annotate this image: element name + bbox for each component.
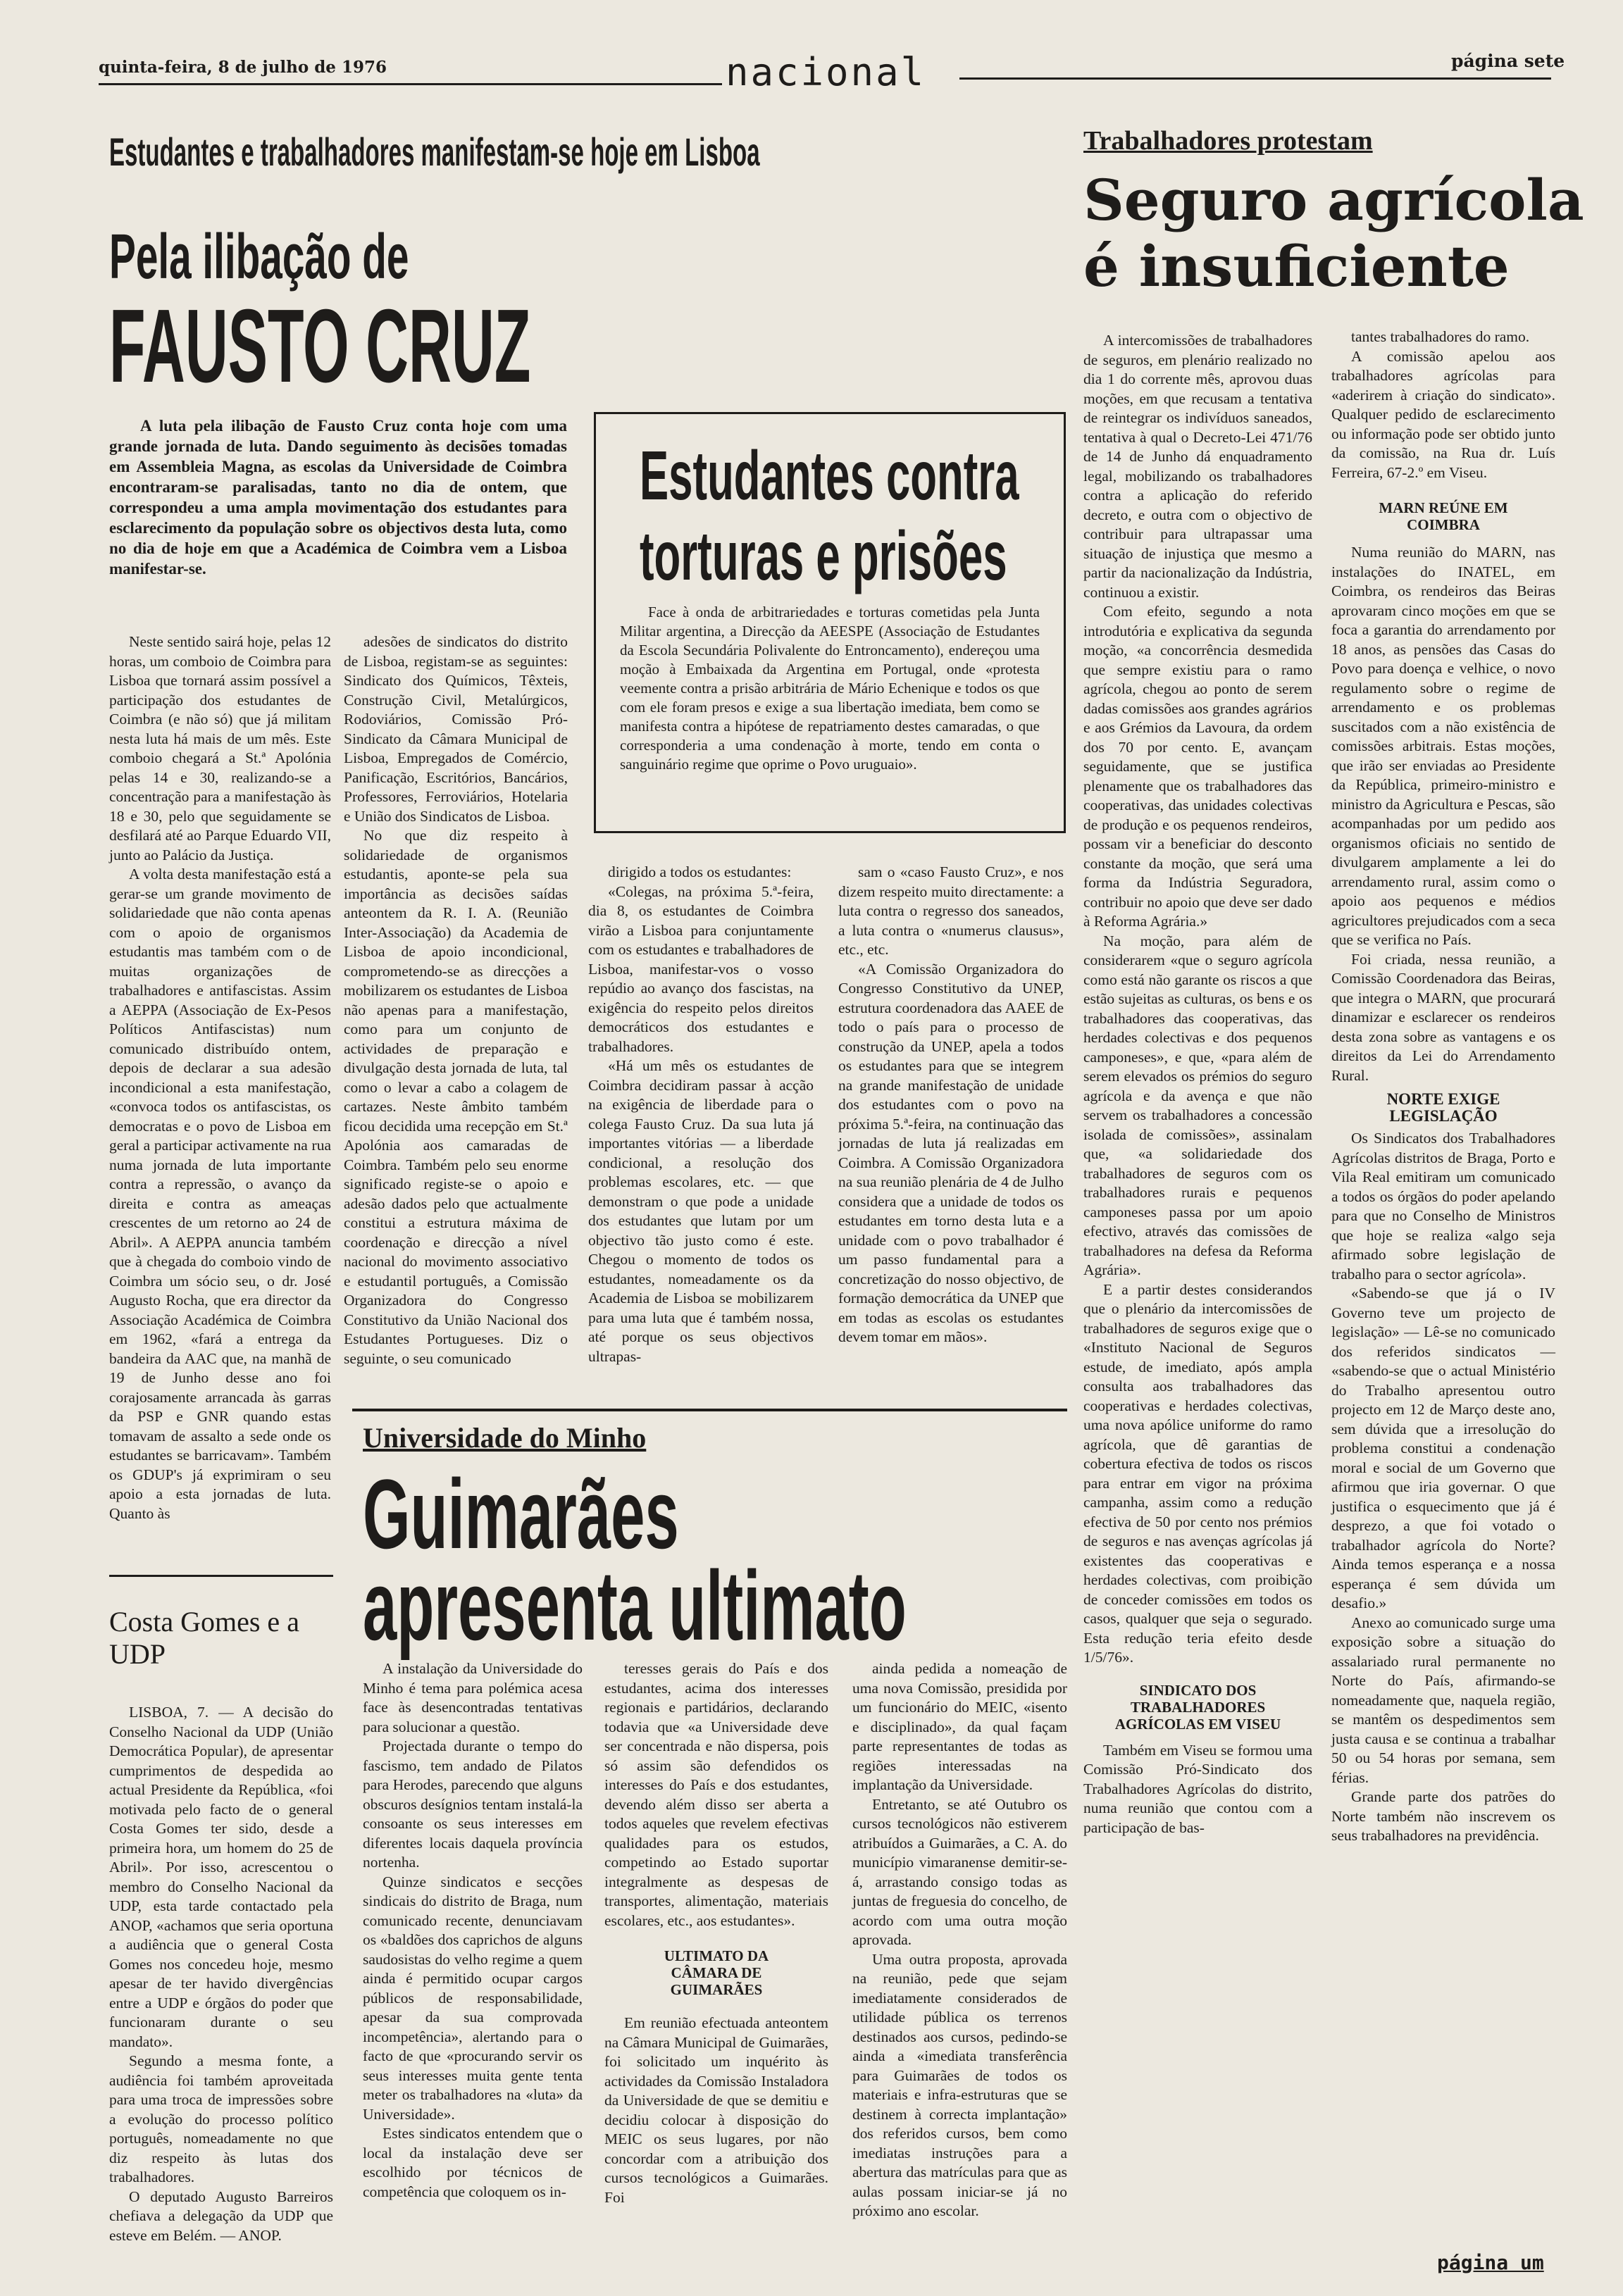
paragraph: adesões de sindicatos do distrito de Lisboa, registam-se as seguintes: Sindicato dos Químicos, Têxteis, Construção Civil, Metalúrgicos, Rodoviários, Comissão Pró-Sindicato da Câmara Municipal de Lisboa, Empregados de Comércio, Panificação, Escritórios, Bancários, Professores, Ferroviários, Hotelaria e União dos Sindicatos de Lisboa. xyxy=(344,633,568,825)
norte-subhead: NORTE EXIGE LEGISLAÇÃO xyxy=(1386,1090,1500,1125)
paragraph: «Colegas, na próxima 5.ª-feira, dia 8, os estudantes de Coimbra virão a Lisboa para conjuntamente com os estudantes e trabalhadores de Lisboa, manifestar-vos o vosso repúdio ao avanço dos fascistas, na exigência do respeito pelos direitos democráticos dos estudantes e trabalhadores. xyxy=(588,882,814,1055)
costa-rule xyxy=(109,1575,333,1577)
paragraph: LISBOA, 7. — A decisão do Conselho Nacional da UDP (União Democrática Popular), de apresentar cumprimentos de despedida ao actual Presidente da República, «foi motivada pelo facto de o general Costa Gomes ter sido, desde a primeira hora, um homem do 25 de Abril». Por isso, acrescentou o membro do Conselho Nacional da UDP, esta tarde contactado pela ANOP, «achamos que seria oportuna a audiência que o general Costa Gomes nos concedeu hoje, mesmo apesar de ter havido divergências entre a UDP e órgãos do poder que funcionaram durante o seu mandato». xyxy=(109,1704,333,2050)
torturas-headline-1: Estudantes contra xyxy=(640,437,1019,514)
paragraph: A intercomissões de trabalhadores de seguros, em plenário realizado no dia 1 do corrente mês, aprovou duas moções, em que recusam a tentativa de reintegrar os indivíduos saneados, tentativa à qual o Decreto-Lei 471/76 de 14 de Junho dá enquadramento legal, mobilizando os trabalhadores contra a aplicação do referido decreto, e outra com o objectivo de contribuir para ultrapassar uma situação de injustiça que mesmo a partir da nacionalização da Indústria, continuou a existir. xyxy=(1083,332,1312,601)
paragraph: Os Sindicatos dos Trabalhadores Agrícolas distritos de Braga, Porto e Vila Real emitiram um comunicado a todos os órgãos do poder apelando para que no Conselho de Ministros que hoje se realiza «algo seja afirmado sobre legislação de trabalho para o sector agrícola». xyxy=(1331,1130,1555,1283)
seguro-column-2 xyxy=(1331,327,1555,1846)
paragraph: Segundo a mesma fonte, a audiência foi também aproveitada para uma troca de impressões sobre a evolução do processo político português, nomeadamente no que diz respeito às lutas dos trabalhadores. xyxy=(109,2052,333,2185)
minho-column-2 xyxy=(604,1659,828,2207)
paragraph: A comissão apelou aos trabalhadores agrícolas para «aderirem à criação do sindicato». Qualquer pedido de esclarecimento ou informação pode ser obtido junto da comissão, na Rua dr. Luís Ferreira, 67-2.º em Viseu. xyxy=(1331,347,1555,481)
paragraph: «A Comissão Organizadora do Congresso Constitutivo da UNEP, estrutura coordenadora das AAEE de todo o país para o processo de construção da UNEP, apela a todos os estudantes para que se integrem na grande manifestação de unidade dos estudantes com o povo na próxima 5.ª-feira, na continuação das jornadas de luta já realizadas em Coimbra. A Comissão Organizadora na sua reunião plenária de 4 de Julho considera que a unidade de todos os estudantes em torno desta luta e a unidade com o povo trabalhador é um passo fundamental para a concretização do nosso objectivo, de formação democrática da UNEP que em todas as escolas os estudantes devem tomar em mãos». xyxy=(838,960,1064,1345)
paragraph: Foi criada, nessa reunião, a Comissão Coordenadora das Beiras, que integra o MARN, que procurará dinamizar e esclarecer os rendeiros desta zona sobre as vantagens e os direitos da Lei do Arrendamento Rural. xyxy=(1331,950,1555,1084)
minho-kicker: Universidade do Minho xyxy=(363,1422,647,1454)
paragraph: «Sabendo-se que já o IV Governo teve um projecto de legislação» — Lê-se no comunicado dos referidos sindicatos — «sabendo-se que o actual Ministério do Trabalho apresentou outro projecto em 12 de Março deste ano, sem dúvida que a irresolução do problema constitui a condenação moral e social de um Governo que afirmou que iria governar. O que justifica o esquecimento que já é desprezo, a que foi votado o trabalhador agrícola do Norte? Ainda temos esperança e a nossa esperança é sem dúvida um desafio.» xyxy=(1331,1285,1555,1611)
paragraph: sam o «caso Fausto Cruz», e nos dizem respeito muito directamente: a luta contra o regresso dos saneados, a luta contra o «numerus clausus», etc., etc. xyxy=(838,863,1064,958)
paragraph: Uma outra proposta, aprovada na reunião, pede que sejam imediatamente considerados de utilidade pública os terrenos destinados aos cursos, pedindo-se ainda a «imediata transferência para Guimarães de todos os materiais e infra-estruturas que se destinem à correcta implantação» dos referidos cursos, bem como imediatas instruções para a abertura das matrículas para que as aulas possam iniciar-se já no próximo ano escolar. xyxy=(852,1950,1067,2219)
seguro-kicker: Trabalhadores protestam xyxy=(1083,126,1373,156)
issue-date: quinta-feira, 8 de julho de 1976 xyxy=(99,58,387,77)
fausto-column-3 xyxy=(588,863,814,1366)
fausto-headline-1: Pela ilibação de xyxy=(109,222,409,292)
torturas-box xyxy=(594,412,1066,833)
seguro-headline-2: é insuficiente xyxy=(1083,233,1510,299)
paragraph: Também em Viseu se formou uma Comissão Pró-Sindicato dos Trabalhadores Agrícolas do distrito, numa reunião que contou com a participação de bas- xyxy=(1083,1741,1312,1836)
paragraph: Numa reunião do MARN, nas instalações do INATEL, em Coimbra, os rendeiros das Beiras aprovaram cinco moções em que se foca a garantia do arrendamento por 18 anos, as pensões das Casas do Povo para doença e velhice, o novo regulamento sobre o regime de arrendamento e os problemas suscitados com a não existência de comissões arbitrais. Estas moções, que irão ser enviadas ao Presidente da República, primeiro-ministro e ministro da Agricultura e Pescas, são acompanhadas por um pedido aos organismos oficiais no sentido de divulgarem amplamente a lei do arrendamento rural, assim como o apoio aos pequenos e médios agricultores prejudicados com a seca que se verifica no País. xyxy=(1331,544,1555,948)
paragraph: dirigido a todos os estudantes: xyxy=(608,863,792,880)
page-number: página sete xyxy=(1451,51,1565,71)
masthead-rule-right xyxy=(959,77,1551,80)
paragraph: Entretanto, se até Outubro os cursos tecnológicos não estiverem atribuídos a Guimarães, a C. A. do município vimaranense demitir-se-á, arrastando consigo todas as juntas de freguesia do concelho, de acordo com uma outra moção aprovada. xyxy=(852,1795,1067,1948)
paragraph: Face à onda de arbitrariedades e torturas cometidas pela Junta Militar argentina, a Direcção da AEESPE (Associação de Estudantes da Escola Secundária Polivalente do Entroncamento), endereçou uma moção à Embaixada da Argentina em Portugal, onde «protesta veemente contra a prisão arbitrária de Mário Echenique e todos os que com ele foram presos e exige a sua libertação imediata, bem como se manifesta contra a hipótese de repatriamento destes camaradas, o que corresponderia a uma condenação à morte, tendo em conta o sanguinário regime que oprime o Povo uruguaio». xyxy=(620,604,1040,773)
paragraph: A volta desta manifestação está a gerar-se um grande movimento de solidariedade que não conta apenas com o apoio de organismos estudantis mas também com o de muitas organizações de trabalhadores e antifascistas. Assim a AEPPA (Associação de Ex-Pesos Políticos Antifascistas) num comunicado distribuído ontem, depois de declarar a sua adesão incondicional a esta manifestação, «convoca todos os antifascistas, os democratas e o povo de Lisboa em geral a participar activamente na rua numa jornada de luta importante contra a repressão, o avanço da direita e contra as ameaças crescentes de um retorno ao 24 de Abril». A AEPPA anuncia também que à chegada do comboio vindo de Coimbra um sócio seu, o dr. José Augusto Rocha, que era director da Associação Académica de Coimbra em 1962, «fará a entrega da bandeira da AAC que, na manhã de 19 de Junho desse ano foi corajosamente arrancada às garras da PSP e GNR quando estas tomavam de assalto a sede onde os estudantes se barricavam». Também os GDUP's já exprimiram o seu apoio a esta jornadas de luta. Quanto às xyxy=(109,866,331,1522)
paragraph: tantes trabalhadores do ramo. xyxy=(1351,328,1530,345)
costa-body xyxy=(109,1703,333,2245)
paragraph: Estes sindicatos entendem que o local da instalação deve ser escolhido por técnicos de competência que coloquem os in- xyxy=(363,2125,583,2200)
lead-paragraph: A luta pela ilibação de Fausto Cruz conta hoje com uma grande jornada de luta. Dando seguimento às decisões tomadas em Assembleia Magna, as escolas da Universidade de Coimbra encontraram-se paralisadas, tanto no dia de ontem, que correspondeu a uma ampla movimentação dos estudantes para esclarecimento da população sobre os objectivos desta luta, como no dia de hoje em que a Académica de Coimbra vem a Lisboa manifestar-se. xyxy=(109,417,567,578)
section-title: nacional xyxy=(726,50,926,94)
paragraph: Projectada durante o tempo do fascismo, tem andado de Pilatos para Herodes, parecendo que alguns obscuros desígnios tentam instalá-la consoante os seus interesses em diferentes locais daquela província nortenha. xyxy=(363,1737,583,1871)
viseu-subhead: SINDICATO DOS TRABALHADORES AGRÍCOLAS EM VISEU xyxy=(1114,1681,1281,1733)
paragraph: Em reunião efectuada anteontem na Câmara Municipal de Guimarães, foi solicitado um inquérito às actividades da Comissão Instaladora da Universidade de que se demitiu e decidiu colocar à disposição do MEIC os seus lugares, por não concordar com a atribuição dos cursos tecnológicos a Guimarães. Foi xyxy=(604,2014,828,2206)
paragraph: Neste sentido sairá hoje, pelas 12 horas, um comboio de Coimbra para Lisboa que tornará assim possível a participação dos estudantes de Coimbra (e não só) que já militam nesta luta há mais de um mês. Este comboio chegará a St.ª Apolónia pelas 14 e 30, realizando-se a concentração para a manifestação às 18 e 30, pelo que seguidamente se desfilará até ao Parque Eduardo VII, junto ao Palácio da Justiça. xyxy=(109,633,331,863)
costa-headline: Costa Gomes e a UDP xyxy=(109,1606,299,1670)
paragraph: teresses gerais do País e dos estudantes, acima dos interesses regionais e partidários, declarando todavia que «a Universidade deve ser concentrada e não dispersa, pois só assim são defendidos os interesses do País e dos estudantes, devendo além disso ser aberta a todos aqueles que revelem efectivas qualidades para os estudos, competindo ao Estado suportar integralmente as despesas de transportes, alimentação, materiais escolares, etc., aos estudantes». xyxy=(604,1660,828,1929)
fausto-headline-2: FAUSTO CRUZ xyxy=(109,288,531,404)
paragraph: Com efeito, segundo a nota introdutória e explicativa da segunda moção, «a concorrência desmedida que sempre existiu para o ramo agrícola, chegou ao ponto de serem dadas comissões aos grandes agrários e aos Grémios da Lavoura, da ordem dos 70 por cento. E, avançam seguidamente, que se justifica plenamente que os trabalhadores das cooperativas, das unidades colectivas de produção e os pequenos rendeiros, possam vir a beneficiar do desconto constante da moção, que será uma forma da Indústria Seguradora, contribuir no apoio que deve ser dado à Reforma Agrária.» xyxy=(1083,603,1312,930)
paragraph: Anexo ao comunicado surge uma exposição sobre a situação do assalariado rural permanente no Norte do País, afirmando-se nomeadamente que, naquela região, se mantêm os despedimentos sem justa causa e se continua a trabalhar 50 ou 54 horas por semana, sem férias. xyxy=(1331,1614,1555,1786)
minho-column-3 xyxy=(852,1659,1067,2221)
seguro-headline-1: Seguro agrícola xyxy=(1083,167,1584,233)
continued-on-link[interactable]: página um xyxy=(1437,2251,1544,2274)
paragraph: E a partir destes considerandos que o plenário da intercomissões de trabalhadores de seguros exige que o «Instituto Nacional de Seguros estude, de imediato, após ampla consulta aos trabalhadores das cooperativas e herdades colectivas, uma nova apólice uniforme do ramo agrícola, que dê garantias de cobertura efectiva de todos os riscos para entrar em vigor na próxima campanha, assim como a redução efectiva de 50 por cento nos prémios de seguros e nas avenças agrícolas já existentes das cooperativas e herdades colectivas, com proibição de conceder comissões em todos os casos, qualquer que seja o segurado. Esta redução teria efeito desde 1/5/76». xyxy=(1083,1280,1312,1666)
minho-subhead: ULTIMATO DA CÂMARA DE GUIMARÃES xyxy=(664,1947,769,1998)
paragraph: «Há um mês os estudantes de Coimbra decidiram passar à acção na exigência de liberdade para o colega Fausto Cruz. Da sua luta já importantes vitórias — a liberdade condicional, a resolução dos problemas escolares, etc. — que demonstram o que pode a unidade dos estudantes que lutam por um objectivo tão justo como é este. Chegou o momento de todos os estudantes, nomeadamente os da Academia de Lisboa se mobilizarem para uma luta que é também nossa, até porque os seus objectivos ultrapas- xyxy=(588,1057,814,1365)
fausto-column-1 xyxy=(109,632,331,1523)
torturas-headline-2: torturas e prisões xyxy=(640,517,1007,594)
fausto-column-4 xyxy=(838,863,1064,1347)
marn-subhead: MARN REÚNE EM COIMBRA xyxy=(1379,499,1508,533)
paragraph: Quinze sindicatos e secções sindicais do distrito de Braga, num comunicado recente, denunciavam os «baldões dos caprichos de alguns saudosistas do velho regime a quem ainda é permitido ocupar cargos públicos de responsabilidade, apesar da sua comprovada incompetência», alertando para o facto de que «procurando servir os seus interesses muita gente tenta meter os trabalhadores na «luta» da Universidade». xyxy=(363,1873,583,2123)
paragraph: ainda pedida a nomeação de uma nova Comissão, presidida por um funcionário do MEIC, «isento e disciplinado», da qual façam parte representantes de todas as regiões interessadas na implantação da Universidade. xyxy=(852,1660,1067,1793)
fausto-column-2 xyxy=(344,632,568,1368)
minho-headline-2: apresenta ultimato xyxy=(363,1550,907,1661)
fausto-kicker: Estudantes e trabalhadores manifestam-se hoje em Lisboa xyxy=(109,130,760,174)
masthead-rule-left xyxy=(99,83,722,85)
minho-headline-1: Guimarães xyxy=(363,1459,679,1569)
seguro-column-1 xyxy=(1083,331,1312,1838)
minho-column-1 xyxy=(363,1659,583,2202)
paragraph: Grande parte dos patrões do Norte também não inscrevem os seus trabalhadores na previdência. xyxy=(1331,1788,1555,1844)
paragraph: No que diz respeito à solidariedade de organismos estudantis, aponte-se pela sua importância as decisões saídas anteontem da R. I. A. (Reunião Inter-Associação) da Academia de Lisboa de apoio incondicional, comprometendo-se as direcções a mobilizarem os estudantes de Lisboa não apenas para a manifestação, como para um conjunto de actividades de preparação e divulgação desta jornada de luta, tal como o levar a cabo a colagem de cartazes. Neste âmbito também ficou decidida uma recepção em St.ª Apolónia aos camaradas de Coimbra. Também pelo seu enorme significado registe-se o apoio e adesão dados pelo que actualmente constitui a estrutura máxima de coordenação e direcção a nível nacional do movimento associativo e estudantil português, a Comissão Organizadora do Congresso Constitutivo da União Nacional dos Estudantes Portugueses. Diz o seguinte, o seu comunicado xyxy=(344,827,568,1367)
fausto-lead xyxy=(109,416,567,579)
torturas-body xyxy=(620,603,1040,774)
minho-rule xyxy=(352,1409,1067,1411)
paragraph: A instalação da Universidade do Minho é tema para polémica acesa face às desencontradas tentativas para solucionar a questão. xyxy=(363,1660,583,1735)
paragraph: O deputado Augusto Barreiros chefiava a delegação da UDP que esteve em Belém. — ANOP. xyxy=(109,2188,333,2244)
paragraph: Na moção, para além de considerarem «que o seguro agrícola como está não garante os riscos a que estão sujeitas as culturas, os bens e os trabalhadores das cooperativas, das herdades colectivas e dos pequenos camponeses», e que, «para além de serem elevados os prémios do seguro agrícola e da avença e que não servem os trabalhadores a concessão isolada de comissões», assinalam que, «a solidariedade dos trabalhadores de seguros com os trabalhadores rurais e pequenos camponeses passa por um apoio efectivo, através das comissões de trabalhadores na defesa da Reforma Agrária». xyxy=(1083,932,1312,1278)
